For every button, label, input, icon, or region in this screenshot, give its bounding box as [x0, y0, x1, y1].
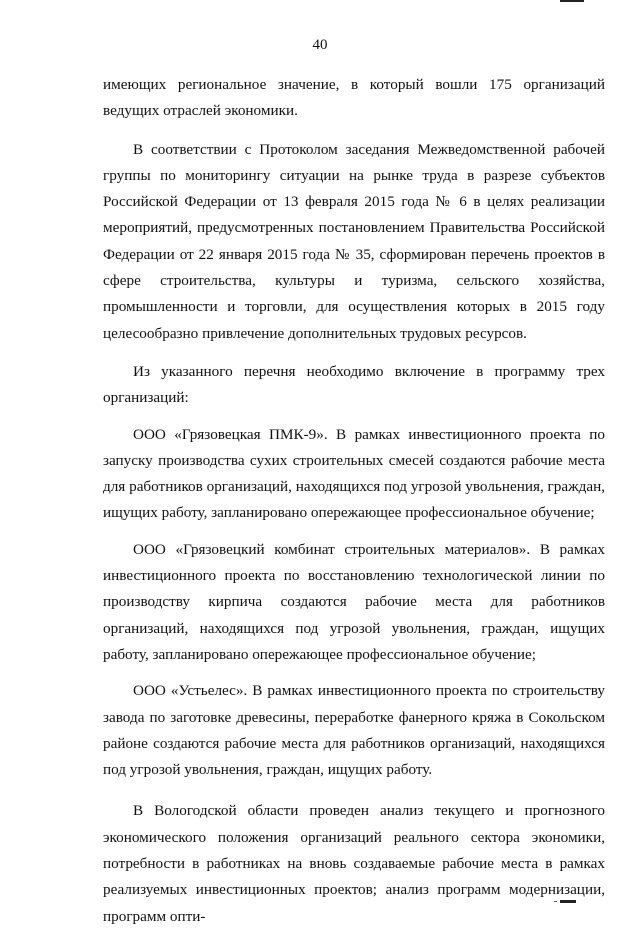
- scan-mark-top: [560, 0, 584, 2]
- document-body: [103, 72, 605, 930]
- paragraph-org-gksm: ООО «Грязовецкий комбинат строительных материалов». В рамках инвестиционного проекта по восстановлению технологической линии по производству кирпича создаются рабочие места для работников организаций, находящихся под угрозой увольнения, граждан, ищущих работу, запланировано опережающее профессиональное обучение;: [103, 540, 605, 663]
- scan-mark-bottom: [560, 900, 576, 903]
- paragraph-continuation: имеющих региональное значение, в который вошли 175 организаций ведущих отраслей экономики.: [103, 76, 605, 120]
- paragraph-analysis: В Вологодской области проведен анализ текущего и прогнозного экономического положения организаций реального сектора экономики, потребности в работниках на вновь создаваемые рабочие места в рамках реализуемых инвестиционных проектов; анализ программ модернизации, программ опти-: [103, 802, 605, 925]
- paragraph-org-ustyeles: ООО «Устьелес». В рамках инвестиционного проекта по строительству завода по заготовке древесины, переработке фанерного кряжа в Сокольском районе создаются рабочие места для работников организаций, находящихся под угрозой увольнения, граждан, ищущих работу.: [103, 682, 605, 779]
- paragraph-list-intro: Из указанного перечня необходимо включение в программу трех организаций:: [103, 362, 605, 407]
- paragraph-protocol: В соответствии с Протоколом заседания Межведомственной рабочей группы по мониторингу ситуации на рынке труда в разрезе субъектов Российской Федерации от 13 февраля 2015 года № 6 в целях реализации мероприятий, предусмотренных постановлением Правительства Российской Федерации от 22 января 2015 года № 35, сформирован перечень проектов в сфере строительства, культуры и туризма, сельского хозяйства, промышленности и торговли, для осуществления которых в 2015 году целесообразно привлечение дополнительных трудовых ресурсов.: [103, 140, 605, 342]
- page-number: 40: [312, 37, 328, 53]
- paragraph-org-pmk9: ООО «Грязовецкая ПМК-9». В рамках инвестиционного проекта по запуску производства сухих строительных смесей создаются рабочие места для работников организаций, находящихся под угрозой увольнения, граждан, ищущих работу, запланировано опережающее профессиональное обучение;: [103, 425, 605, 522]
